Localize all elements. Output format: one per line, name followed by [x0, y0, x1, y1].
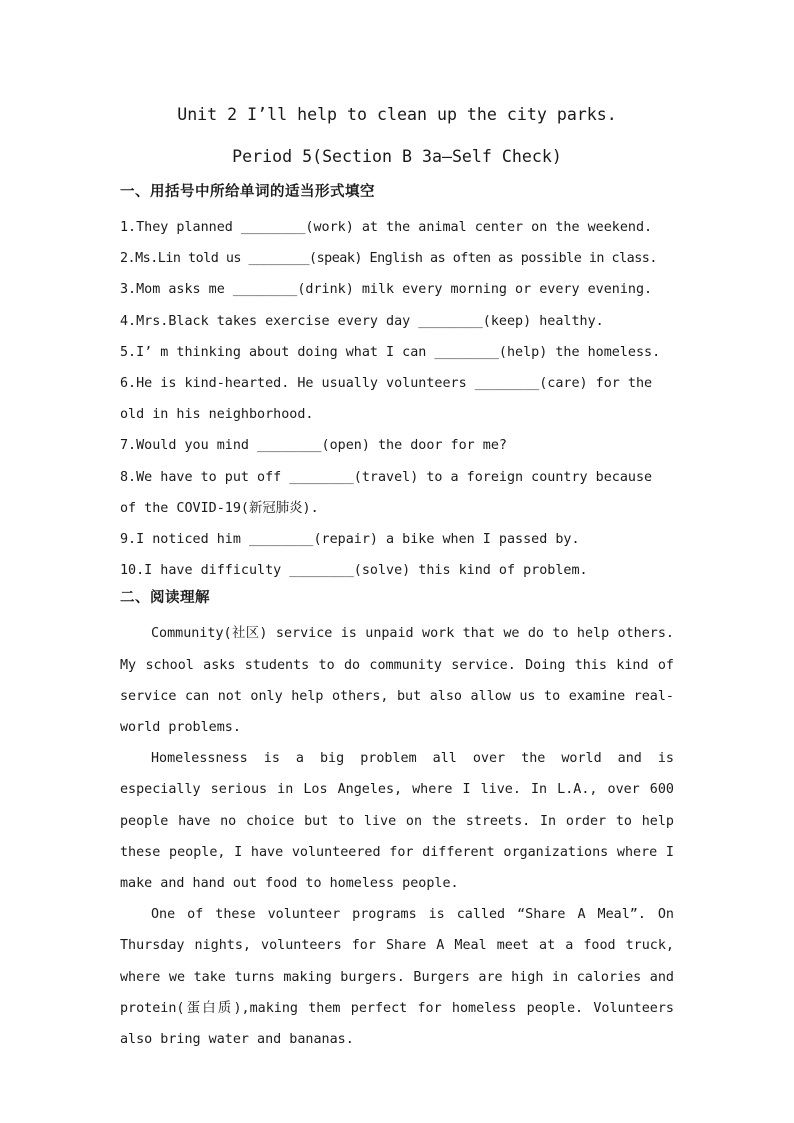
question-list [120, 212, 674, 586]
document-subtitle: Period 5(Section B 3a—Self Check) [232, 147, 562, 166]
section-1-heading: 一、用括号中所给单词的适当形式填空 [120, 184, 375, 200]
question-6: 6.He is kind-hearted. He usually volunteers ________(care) for the old in his neighborhood. [120, 376, 653, 423]
passage-paragraph-2: Homelessness is a big problem all over the world and is especially serious in Los Angeles, where I live. In L.A., over 600 people have no choice but to live on the streets. In order to help these people, I have volunteered for different organizations where I make and hand out food to homeless people. [120, 751, 674, 892]
question-7: 7.Would you mind ________(open) the door for me? [120, 438, 507, 454]
question-3: 3.Mom asks me ________(drink) milk every morning or every evening. [120, 282, 653, 298]
question-1: 1.They planned ________(work) at the animal center on the weekend. [120, 220, 653, 235]
passage-paragraph-1: Community(社区) service is unpaid work that we do to help others. My school asks students to do community service. Doing this kind of service can not only help others, but also allow us to examine real-world problems. [120, 626, 674, 736]
question-5: 5.I’ m thinking about doing what I can ________(help) the homeless. [120, 344, 661, 360]
passage-paragraph-3: One of these volunteer programs is called “Share A Meal”. On Thursday nights, volunteers for Share A Meal meet at a food truck, where we take turns making burgers. Burgers are high in calories and protein(蛋白质),making them perfect for homeless people. Volunteers also bring water and bananas. [120, 907, 674, 1048]
question-8: 8.We have to put off ________(travel) to a foreign country because of the COVID-19(新冠肺炎). [120, 469, 653, 516]
section-2-heading: 二、阅读理解 [120, 590, 210, 607]
reading-passage [120, 618, 674, 1055]
question-9: 9.I noticed him ________(repair) a bike when I passed by. [120, 532, 580, 548]
question-4: 4.Mrs.Black takes exercise every day ________(keep) healthy. [120, 313, 604, 329]
question-10: 10.I have difficulty ________(solve) this kind of problem. [120, 563, 588, 579]
document-title: Unit 2 I’ll help to clean up the city parks. [177, 105, 617, 124]
question-2: 2.Ms.Lin told us ________(speak) English as often as possible in class. [120, 251, 657, 267]
